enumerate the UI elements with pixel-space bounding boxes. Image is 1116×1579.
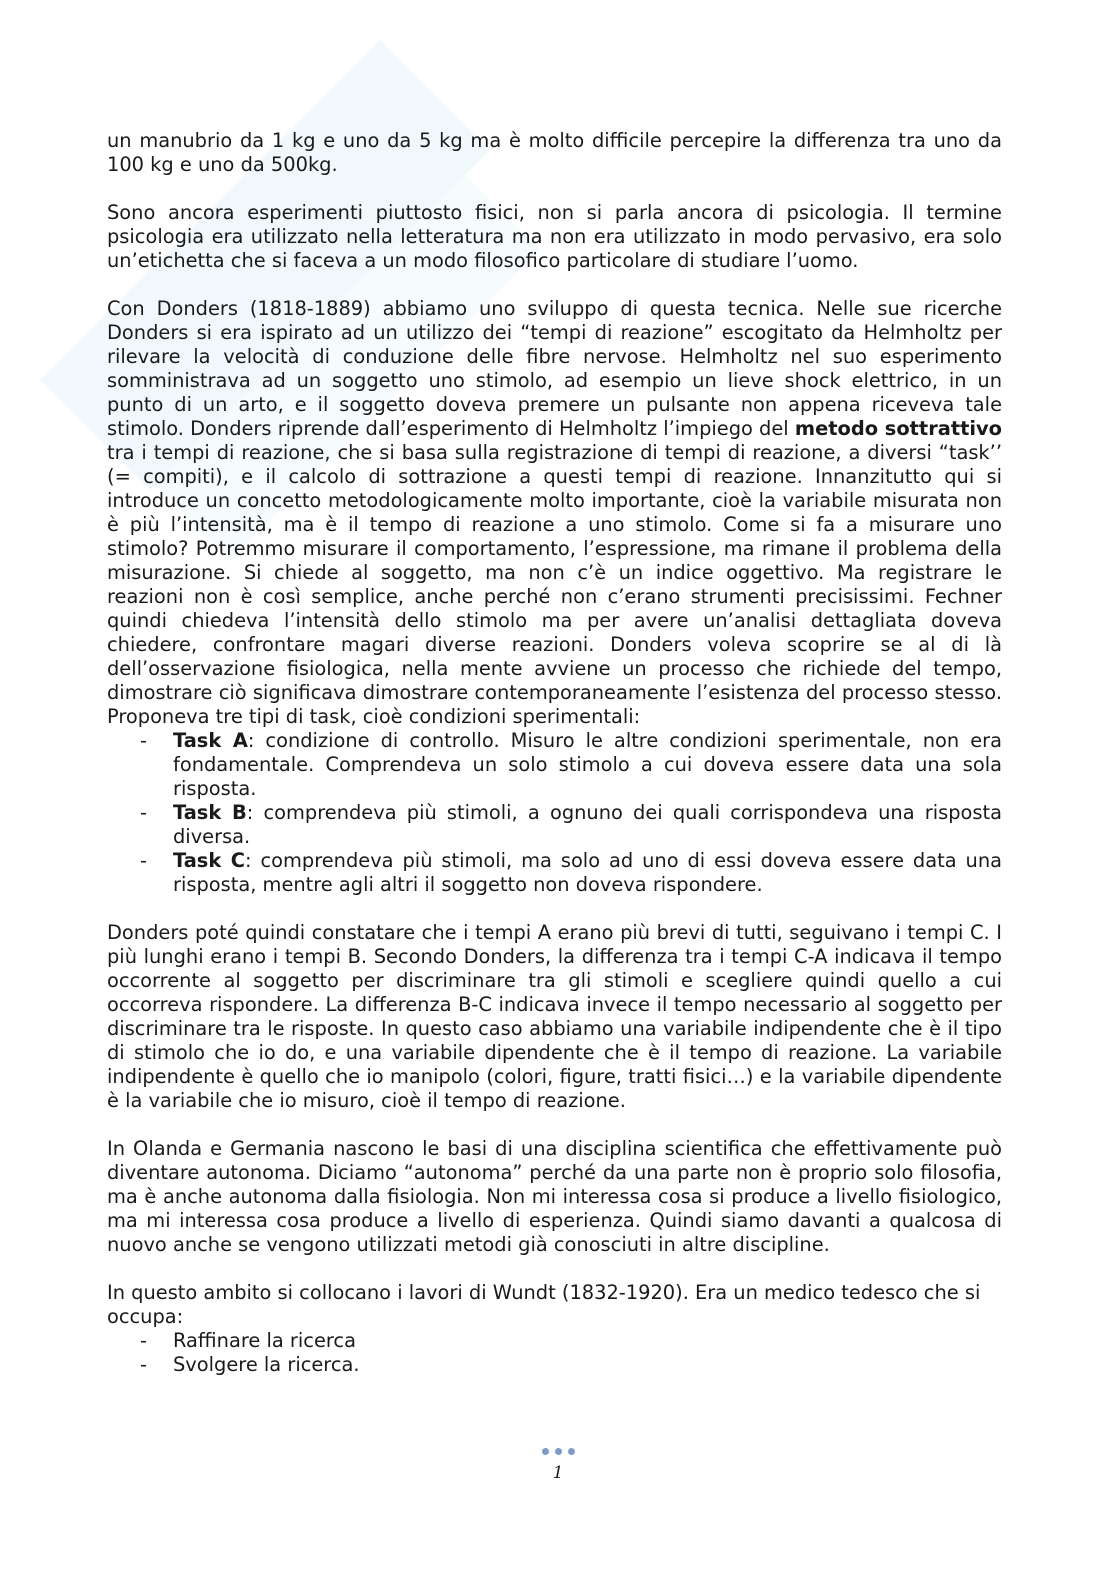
list-item-wundt-2 [107, 1353, 1002, 1377]
page-footer [0, 1440, 1116, 1483]
list-dash: - [140, 1329, 147, 1352]
paragraph-weights: un manubrio da 1 kg e uno da 5 kg ma è molto difficile percepire la differenza tra uno da 100 kg e uno da 500kg. [107, 129, 1002, 176]
paragraph-olanda-germania: In Olanda e Germania nascono le basi di una disciplina scientifica che effettivamente può diventare autonoma. Diciamo “autonoma” perché da una parte non è proprio solo filosofia, ma è anche autonoma dalla fisiologia. Non mi interessa cosa si produce a livello fisiologico, ma mi interessa cosa produce a livello di esperienza. Quindi siamo davanti a qualcosa di nuovo anche se vengono utilizzati metodi già conosciuti in altre discipline. [107, 1137, 1002, 1256]
list-item-task-a [107, 729, 1002, 801]
paragraph-wundt: In questo ambito si collocano i lavori di Wundt (1832-1920). Era un medico tedesco che si occupa: [107, 1281, 981, 1328]
paragraph-psychology-term: Sono ancora esperimenti piuttosto fisici, non si parla ancora di psicologia. Il termine psicologia era utilizzato nella letteratura ma non era utilizzato in modo pervasivo, era solo un’etichetta che si faceva a un modo filosofico particolare di studiare l’uomo. [107, 201, 1002, 272]
ellipsis-dots-icon [542, 1448, 575, 1455]
wundt-list [107, 1329, 1002, 1377]
list-dash: - [140, 849, 147, 872]
donders-text-start: Con Donders (1818-1889) abbiamo uno sviluppo di questa tecnica. Nelle sue ricerche Donders si era ispirato ad un utilizzo dei “tempi di reazione” escogitato da Helmholtz per rilevare la velocità di conduzione delle fibre nervose. Helmholtz nel suo esperimento somministrava ad un soggetto uno stimolo, ad esempio un lieve shock elettrico, in un punto di un arto, e il soggetto doveva premere un pulsante non appena riceveva tale stimolo. Donders riprende dall’esperimento di Helmholtz l’impiego del [107, 297, 1002, 440]
list-dash: - [140, 729, 147, 752]
task-label: Task A [173, 729, 248, 752]
task-list [107, 729, 1002, 897]
list-item-text: Raffinare la ricerca [173, 1329, 356, 1352]
paragraph-donders-results: Donders poté quindi constatare che i tempi A erano più brevi di tutti, seguivano i tempi C. I più lunghi erano i tempi B. Secondo Donders, la differenza tra i tempi C-A indicava il tempo occorrente al soggetto per discriminare tra gli stimoli e scegliere quindi quello a cui occorreva rispondere. La differenza B-C indicava invece il tempo necessario al soggetto per discriminare tra le risposte. In questo caso abbiamo una variabile indipendente che è il tipo di stimolo che io do, e una variabile dipendente che è il tempo di reazione. La variabile indipendente è quello che io manipolo (colori, figure, tratti fisici…) e la variabile dipendente è la variabile che io misuro, cioè il tempo di reazione. [107, 921, 1002, 1112]
task-description: : comprendeva più stimoli, ma solo ad uno di essi doveva essere data una risposta, mentre agli altri il soggetto non doveva rispondere. [173, 849, 1003, 896]
donders-bold-term: metodo sottrattivo [794, 417, 1002, 440]
task-label: Task C [173, 849, 246, 872]
list-dash: - [140, 801, 147, 824]
list-item-wundt-1 [107, 1329, 1002, 1353]
task-description: : condizione di controllo. Misuro le altre condizioni sperimentale, non era fondamentale. Comprendeva un solo stimolo a cui doveva essere data una sola risposta. [173, 729, 1002, 800]
list-item-text: Svolgere la ricerca. [173, 1353, 360, 1376]
list-item-task-b [107, 801, 1002, 849]
list-item-task-c [107, 849, 1002, 897]
donders-text-end: tra i tempi di reazione, che si basa sulla registrazione di tempi di reazione, a diversi “task’’ (= compiti), e il calcolo di sottrazione a questi tempi di reazione. Innanzitutto qui si introduce un concetto metodologicamente molto importante, cioè la variabile misurata non è più l’intensità, ma è il tempo di reazione a uno stimolo. Come si fa a misurare uno stimolo? Potremmo misurare il comportamento, l’espressione, ma rimane il problema della misurazione. Si chiede al soggetto, ma non c’è un indice oggettivo. Ma registrare le reazioni non è così semplice, anche perché non c’erano strumenti precisissimi. Fechner quindi chiedeva l’intensità dello stimolo ma per avere un’analisi dettagliata doveva chiedere, confrontare magari diverse reazioni. Donders voleva scoprire se al di là dell’osservazione fisiologica, nella mente avviene un processo che richiede del tempo, dimostrare ciò significava dimostrare contemporaneamente l’esistenza del processo stesso. Proponeva tre tipi di task, cioè condizioni sperimentali: [107, 441, 1002, 728]
task-label: Task B [173, 801, 247, 824]
document-body [107, 129, 1002, 1377]
page-number: 1 [552, 1463, 564, 1483]
task-description: : comprendeva più stimoli, a ognuno dei quali corrispondeva una risposta diversa. [173, 801, 1002, 848]
paragraph-donders [107, 297, 1002, 729]
list-dash: - [140, 1353, 147, 1376]
